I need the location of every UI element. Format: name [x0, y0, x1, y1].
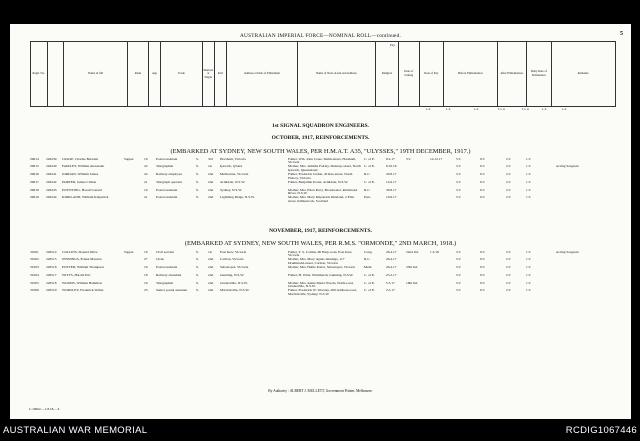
- col-regtl-no: Regtl. No.: [31, 42, 48, 107]
- cell-no2: 226243: [46, 188, 57, 192]
- cell-trade: Railway employee: [156, 173, 183, 177]
- col-name: Name in full: [64, 42, 128, 107]
- cell-pay3: 5 0: [456, 281, 461, 285]
- col-trade: Trade: [161, 42, 202, 107]
- cell-pay3: 5 0: [456, 289, 461, 293]
- cell-pay3: 5 0: [456, 273, 461, 277]
- cell-religion: Pres.: [364, 196, 371, 200]
- cell-pay5: 2 0: [506, 250, 511, 254]
- cell-religion: R.C.: [364, 173, 371, 177]
- cell-pay6: 1 0: [526, 180, 531, 184]
- cell-remarks: Acting Sergeant: [556, 250, 579, 254]
- cell-rd: 1st: [208, 250, 213, 254]
- cell-pay4: 0 0: [480, 266, 485, 270]
- roll-row: [30, 188, 616, 196]
- cell-no2: 226242: [46, 180, 57, 184]
- col-date-joining: Date of Joining: [398, 42, 419, 107]
- cell-status: S.: [196, 173, 199, 177]
- cell-pay4: 0 0: [480, 157, 485, 161]
- cell-religion: C. of E.: [364, 157, 375, 161]
- col-rate-of-pay: Rate of Pay: [419, 42, 444, 107]
- cell-age: 19: [144, 266, 148, 270]
- cell-no: 31004: [30, 273, 39, 277]
- cell-age: 19: [144, 188, 148, 192]
- cell-rd: 2nd: [208, 180, 214, 184]
- cell-no: 29614: [30, 157, 39, 161]
- cell-status: S.: [196, 180, 199, 184]
- cell-kin: Mother, Mrs. Ellen Parry, Broadwater, Richmond River, N.S.W.: [288, 188, 358, 196]
- roll-row: [30, 281, 616, 289]
- cell-religion: C. of E.: [364, 289, 375, 293]
- column-header-table: [30, 41, 616, 107]
- cell-address: Sydney, N.S.W.: [220, 188, 243, 192]
- cell-kin: Mother, Mrs. Mary Agnes Jennings, 117 Drummond-street, Carlton, Victoria: [288, 258, 345, 265]
- col-next-of-kin: Name of Next-of-kin and Address: [297, 42, 376, 107]
- cell-no2: 226514: [46, 250, 57, 254]
- cell-address: Lightning Ridge, N.S.W.: [220, 196, 255, 200]
- cell-religion: R.C.: [364, 188, 371, 192]
- unit-label: s. d.: [446, 107, 451, 111]
- cell-age: 18: [144, 273, 148, 277]
- cell-date: 29.8.17: [386, 173, 397, 177]
- cell-age: 19: [144, 250, 148, 254]
- cell-rd: 3rd: [208, 157, 213, 161]
- roll-rows-october: [30, 157, 616, 204]
- cell-name: JENNINGS, Ernest Maurice: [62, 258, 102, 262]
- cell-date: 25.2.17: [386, 273, 397, 277]
- cell-pay2: 14.12.17: [430, 157, 443, 161]
- cell-address: Gladesville, N.S.W.: [220, 281, 248, 285]
- cell-age: 21: [144, 196, 148, 200]
- cell-rank: Sapper: [124, 250, 134, 254]
- cell-name: POYNTING, Harold Gerald: [62, 188, 102, 192]
- cell-pay1: 18th Inf.: [406, 281, 419, 285]
- cell-kin: Mother, Mrs. Mary Kilpatrick Kirkland, 2 Elm-street, Kilmarnock, Scotland: [288, 196, 355, 204]
- cell-pay5: 2 0: [506, 173, 511, 177]
- cell-date: 14.9.17: [386, 180, 397, 184]
- unit-label: £ s. d.: [522, 107, 530, 111]
- cell-rd: 2nd: [208, 258, 214, 262]
- cell-date: 10.9.17: [386, 196, 397, 200]
- credit-source: AUSTRALIAN WAR MEMORIAL: [3, 425, 148, 436]
- embarkation-heading: (EMBARKED AT SYDNEY, NEW SOUTH WALES, PER H.M.A.T. A35, "ULYSSES," 19TH DECEMBER, 1917.): [170, 148, 471, 155]
- pay-title: Pay.: [390, 43, 396, 47]
- cell-status: S.: [196, 258, 199, 262]
- cell-trade: Senior postal assistant: [156, 289, 188, 293]
- cell-trade: Telegraphist: [156, 281, 174, 285]
- cell-rank: Sapper: [124, 157, 134, 161]
- cell-pay6: 1 0: [526, 173, 531, 177]
- units-row: [30, 106, 616, 114]
- cell-date: 30.8.17: [386, 188, 397, 192]
- cell-no2: 226518: [46, 281, 57, 285]
- cell-pay5: 2 0: [506, 289, 511, 293]
- col-pay-after: After Embarkation.: [498, 42, 527, 107]
- cell-pay6: 1 0: [526, 281, 531, 285]
- unit-heading: 1st SIGNAL SQUADRON ENGINEERS.: [272, 123, 369, 129]
- cell-kin: Father, T. S. Collins, 80 Harp-road, East Kew, Victoria: [288, 250, 353, 258]
- cell-no2: 226517: [46, 273, 57, 277]
- cell-age: 27: [144, 258, 148, 262]
- cell-date: 26.4.17: [386, 258, 397, 262]
- cell-remarks: Acting Sergeant: [556, 165, 579, 169]
- printer-footer: By Authority : ALBERT J. MULLETT, Government Printer, Melbourne.: [268, 389, 373, 393]
- cell-kin: Mother, Mrs. Annie Maria Woods, North-road, Gladesville, N.S.W.: [288, 281, 354, 289]
- cell-pay4: 0 0: [480, 173, 485, 177]
- cell-name: PORTER, James Clifton: [62, 180, 97, 184]
- cell-trade: Postal assistant: [156, 196, 178, 200]
- cell-kin: Father, Frederick W. Worsley, 260 Addison-road, Marrickville, Sydney, N.S.W.: [288, 289, 357, 297]
- col-religion: Religion: [376, 42, 399, 107]
- cell-trade: Postal assistant: [156, 157, 178, 161]
- cell-address: Sebastopol, Victoria: [220, 266, 249, 270]
- cell-trade: Railway attendant: [156, 273, 182, 277]
- cell-religion: R.C.: [364, 258, 371, 262]
- cell-pay5: 2 0: [506, 196, 511, 200]
- cell-name: WOODS, William Hamilton: [62, 281, 102, 285]
- cell-date: 26.4.17: [386, 266, 397, 270]
- roll-row: [30, 289, 616, 297]
- cell-no: 29615: [30, 165, 39, 169]
- roll-row: [30, 266, 616, 274]
- cell-no: 31003: [30, 266, 39, 270]
- cell-pay5: 2 0: [506, 266, 511, 270]
- col-address: Address at Date of Enlistment: [227, 42, 297, 107]
- cell-religion: Cong.: [364, 250, 373, 254]
- cell-no: 31006: [30, 289, 39, 293]
- cell-pay3: 5 0: [456, 173, 461, 177]
- cell-name: POTTER, William Thompson: [62, 266, 105, 270]
- cell-address: Marrickville, N.S.W.: [220, 289, 250, 293]
- cell-pay3: 5 0: [456, 180, 461, 184]
- cell-pay1: 55th Inf.: [406, 266, 419, 270]
- cell-address: Armidale, N.S.W.: [220, 180, 246, 184]
- cell-date: 8.10.16: [386, 165, 397, 169]
- cell-trade: Clerk: [156, 258, 164, 262]
- roll-row: [30, 196, 616, 204]
- cell-no: 31005: [30, 281, 39, 285]
- col-married: Married or Single: [202, 42, 214, 107]
- cell-kin: Mother, Mrs. Jemima Fairley, Delaney-street, North Ipswich, Queensland: [288, 165, 361, 172]
- cell-kin: Father, Wm. John Crase, Smith-street, Horsham, Victoria: [288, 157, 357, 165]
- cell-pay3: 5 0: [456, 188, 461, 192]
- cell-no: 31002: [30, 258, 39, 262]
- cell-pay1: 52nd Inf.: [406, 250, 419, 254]
- unit-label: s. d.: [426, 107, 431, 111]
- cell-age: 19: [144, 157, 148, 161]
- cell-status: S.: [196, 165, 199, 169]
- cell-name: JORDAN, William James: [62, 173, 99, 177]
- cell-pay6: 1 0: [526, 266, 531, 270]
- unit-label: s. d.: [562, 107, 567, 111]
- cell-pay4: 0 0: [480, 188, 485, 192]
- cell-age: 19: [144, 281, 148, 285]
- cell-pay5: 2 0: [506, 188, 511, 192]
- cell-pay3: 5 0: [456, 258, 461, 262]
- cell-pay6: 1 0: [526, 273, 531, 277]
- cell-pay4: 0 0: [480, 281, 485, 285]
- cell-no: 29617: [30, 180, 39, 184]
- cell-no2: 226244: [46, 196, 57, 200]
- cell-rd: 2nd: [208, 281, 214, 285]
- cell-address: Horsham, Victoria: [220, 157, 246, 161]
- cell-name: COLLINS, Donald Olive: [62, 250, 98, 254]
- cell-trade: Postal assistant: [156, 188, 178, 192]
- cell-age: 22: [144, 165, 148, 169]
- cell-pay5: 2 0: [506, 273, 511, 277]
- cell-address: Melbourne, Victoria: [220, 173, 249, 177]
- cell-date: 8.2.17: [386, 157, 395, 161]
- cell-trade: Telegraphist: [156, 165, 174, 169]
- cell-religion: C. of E.: [364, 281, 375, 285]
- cell-pay3: 5 0: [456, 266, 461, 270]
- cell-address: East Kew, Victoria: [220, 250, 247, 254]
- page-number: 5: [620, 31, 623, 37]
- unit-label: s. d.: [542, 107, 547, 111]
- col-daily-rate: Daily Rate of Subsistence: [526, 42, 551, 107]
- credit-bar: [0, 419, 640, 441]
- cell-pay2: 1.3.18: [430, 250, 439, 254]
- cell-kin: Mother, Mrs. Hellie Potter, Sebastopol, Victoria: [288, 266, 356, 270]
- cell-name: WITTS, Harold Eric: [62, 273, 91, 277]
- cell-pay6: 1 0: [526, 289, 531, 293]
- cell-date: 5.3.17: [386, 281, 395, 285]
- cell-religion: Meth.: [364, 266, 373, 270]
- cell-no2: 226519: [46, 289, 57, 293]
- roll-row: [30, 173, 616, 181]
- cell-pay4: 0 0: [480, 289, 485, 293]
- roll-rows-november: [30, 250, 616, 297]
- cell-pay6: 1 0: [526, 165, 531, 169]
- col-regtl-no-2: [47, 42, 64, 107]
- credit-record-id: RCDIG1067446: [565, 425, 637, 436]
- cell-pay6: 1 0: [526, 258, 531, 262]
- cell-pay1: 3 0: [406, 157, 411, 161]
- cell-pay4: 0 0: [480, 250, 485, 254]
- cell-status: S.: [196, 250, 199, 254]
- cell-pay5: 2 0: [506, 281, 511, 285]
- cell-name: CRASE, Charles Bertram: [62, 157, 99, 161]
- cell-status: S.: [196, 188, 199, 192]
- cell-status: S.: [196, 289, 199, 293]
- cell-kin: Father, H. Witts, Whitmarsh, Gunning, N.S.W.: [288, 273, 354, 277]
- cell-no2: 226241: [46, 173, 57, 177]
- cell-pay5: 2 0: [506, 258, 511, 262]
- cell-address: Ipswich, Q'land: [220, 165, 243, 169]
- roll-row: [30, 157, 616, 165]
- cell-rd: 1st: [208, 165, 213, 169]
- cell-no2: 226516: [46, 266, 57, 270]
- cell-pay6: 1 0: [526, 250, 531, 254]
- cell-rd: 2nd: [208, 273, 214, 277]
- cell-address: Gunning, N.S.W.: [220, 273, 245, 277]
- roll-row: [30, 180, 616, 188]
- cell-rd: 2nd: [208, 196, 214, 200]
- cell-kin: Father, Frederick Jordan, 42 Rae-street, North Fitzroy, Victoria: [288, 173, 353, 180]
- roll-row: [30, 250, 616, 258]
- print-reference: C.16602.—1.8.18.—3.: [29, 407, 61, 411]
- cell-no2: 226515: [46, 258, 57, 262]
- col-rd: R.D.: [214, 42, 226, 107]
- unit-label: s. d.: [474, 107, 479, 111]
- col-rank: Rank: [128, 42, 149, 107]
- cell-name: KIRKLAND, William Kilpatrick: [62, 196, 109, 200]
- cell-pay5: 2 0: [506, 157, 511, 161]
- cell-status: S.: [196, 281, 199, 285]
- cell-pay4: 0 0: [480, 180, 485, 184]
- roll-row: [30, 273, 616, 281]
- cell-trade: Postal assistant: [156, 266, 178, 270]
- roll-row: [30, 165, 616, 173]
- cell-address: Carlton, Victoria: [220, 258, 244, 262]
- col-pay-before: Before Embarkation.: [444, 42, 498, 107]
- cell-age: 24: [144, 173, 148, 177]
- cell-religion: C. of E.: [364, 273, 375, 277]
- cell-age: 21: [144, 180, 148, 184]
- cell-pay4: 0 0: [480, 258, 485, 262]
- cell-date: 26.4.17: [386, 250, 397, 254]
- cell-no: 29616: [30, 173, 39, 177]
- cell-pay3: 5 0: [456, 165, 461, 169]
- cell-no: 29619: [30, 196, 39, 200]
- cell-pay5: 2 0: [506, 180, 511, 184]
- cell-no: 29618: [30, 188, 39, 192]
- cell-rd: 2nd: [208, 188, 214, 192]
- cell-religion: C. of E.: [364, 165, 375, 169]
- cell-rd: 2nd: [208, 173, 214, 177]
- cell-pay6: 1 0: [526, 188, 531, 192]
- cell-status: S.: [196, 157, 199, 161]
- cell-name: WORSLEY, Frederick Walter: [62, 289, 104, 293]
- cell-pay3: 5 0: [456, 157, 461, 161]
- cell-age: 23: [144, 289, 148, 293]
- cell-pay6: 1 0: [526, 196, 531, 200]
- cell-no2: 226239: [46, 157, 57, 161]
- cell-status: S.: [196, 266, 199, 270]
- cell-rd: 2nd: [208, 266, 214, 270]
- cell-no2: 226240: [46, 165, 57, 169]
- cell-pay3: 5 0: [456, 250, 461, 254]
- reinforcement-heading: OCTOBER, 1917, REINFORCEMENTS.: [271, 135, 370, 141]
- cell-pay5: 2 0: [506, 165, 511, 169]
- col-remarks: Remarks.: [551, 42, 615, 107]
- roll-sheet: [10, 24, 631, 419]
- cell-pay3: 5 0: [456, 196, 461, 200]
- cell-no: 31001: [30, 250, 39, 254]
- col-age: Age: [148, 42, 160, 107]
- unit-label: £ s. d.: [498, 107, 506, 111]
- cell-kin: Father, Benjamin Porter, Armidale, N.S.W.: [288, 180, 349, 184]
- embarkation-heading: (EMBARKED AT SYDNEY, NEW SOUTH WALES, PER R.M.S. "ORMONDE," 2ND MARCH, 1918.): [184, 240, 457, 247]
- roll-row: [30, 258, 616, 266]
- cell-rd: 2nd: [208, 289, 214, 293]
- reinforcement-heading: NOVEMBER, 1917, REINFORCEMENTS.: [269, 228, 372, 234]
- cell-date: 2.5.17: [386, 289, 395, 293]
- cell-pay6: 1 0: [526, 157, 531, 161]
- cell-pay4: 0 0: [480, 165, 485, 169]
- cell-trade: Civil servant: [156, 250, 174, 254]
- cell-religion: C. of E.: [364, 180, 375, 184]
- cell-status: S.: [196, 196, 199, 200]
- cell-trade: Telegraph operator: [156, 180, 183, 184]
- cell-pay4: 0 0: [480, 273, 485, 277]
- cell-status: S.: [196, 273, 199, 277]
- cell-pay4: 0 0: [480, 196, 485, 200]
- roll-title: AUSTRALIAN IMPERIAL FORCE—NOMINAL ROLL—continued.: [240, 33, 401, 39]
- cell-name: FAIRLEY, William Alexander: [62, 165, 105, 169]
